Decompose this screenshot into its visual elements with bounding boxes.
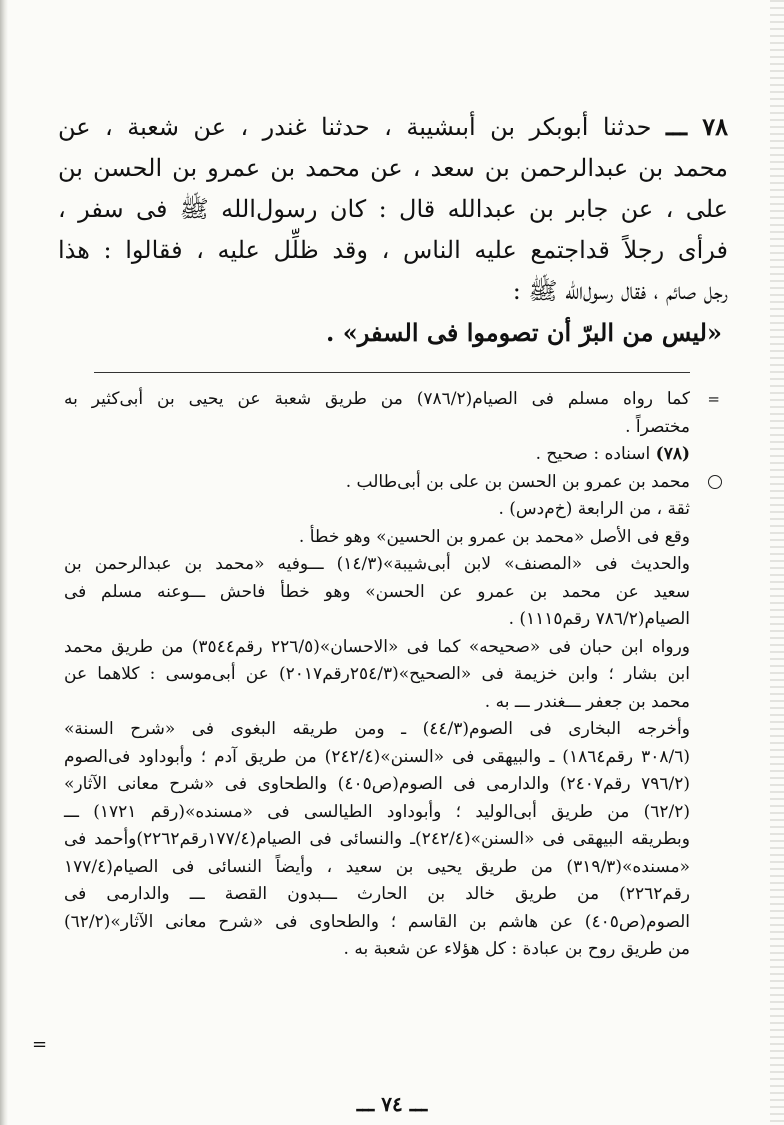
source-line-9: (٧٩٦/٢ رقم٢٤٠٧) والدارمى فى الصوم(ص٤٠٥) والطحاوى فى «شرح معانى الآثار» [64, 774, 690, 794]
hadith-number: ٧٨ ـــ [665, 112, 729, 141]
narrator-text-1: محمد بن عمرو بن الحسن بن على بن أبى‌طالب . [345, 471, 690, 492]
scan-shadow-right [770, 0, 784, 1125]
circle-bullet-icon [708, 475, 722, 489]
narrator-line-2: ثقة ، من الرابعة (خ‌م‌دس) . [498, 499, 690, 519]
narrator-line-1 [64, 469, 690, 497]
source-line-14: الصوم(ص٤٠٥) عن هاشم بن القاسم ؛ والطحاوى فى «شرح معانى الآثار»(٦٢/٢) [64, 911, 690, 932]
source-line-10: (٦٢/٢) من طريق أبى‌الوليد ؛ وأبوداود الطيالسى فى «مسنده»(رقم ١٧٢١) ـــ [64, 801, 690, 822]
page-number: ـــ ٧٤ ـــ [356, 1092, 428, 1116]
hadith-line-4: فرأى رجلاً قداجتمع عليه الناس ، وقد ظلِّل عليه ، فقالوا : هذا [58, 236, 728, 264]
footnote-separator [94, 372, 690, 373]
footnotes [64, 386, 720, 964]
source-line-13: رقم٢٢٦٢) من طريق خالد بن الحارث ـــبدون القصة ـــ والدارمى فى [64, 884, 690, 904]
source-line-7: وأخرجه البخارى فى الصوم(٤٤/٣) ـ ومن طريقه البغوى فى «شرح السنة» [64, 719, 690, 739]
source-line-12: «مسنده»(٣١٩/٣) من طريق يحيى بن سعيد ، وأيضاً النسائى فى الصيام(١٧٧/٤ [64, 856, 690, 877]
grade-text: اسناده : صحيح . [535, 444, 651, 464]
prophetic-saying: «ليس من البرّ أن تصوموا فى السفر» . [326, 318, 722, 347]
hadith-line-5: رجل صائم ، فقال رسول‌الله ﷺ : [512, 277, 728, 305]
source-line-3: الصيام(٧٨٦/٢ رقم١١١٥) . [508, 609, 690, 629]
continuation-line-2: مختصراً . [625, 416, 690, 437]
source-line-8: (٣٠٨/٦ رقم١٨٦٤) ـ والبيهقى فى «السنن»(٢٤٢/٤) من طريق آدم ؛ وأبوداود فى‌الصوم [64, 746, 690, 767]
continuation-marker: = [707, 390, 720, 408]
grade-label: (٧٨) [655, 444, 690, 464]
narrator-line-3: وقع فى الأصل «محمد بن عمرو بن الحسين» وهو خطأ . [298, 526, 690, 547]
source-line-2: سعيد عن محمد بن عمرو عن الحسن» وهو خطأ فاحش ـــوعنه مسلم فى [64, 581, 690, 602]
source-line-6: محمد بن جعفر ـــغندر ـــ به . [484, 691, 690, 712]
hadith-line-3: على ، عن جابر بن عبدالله قال : كان رسول‌الله ﷺ فى سفر ، [58, 195, 728, 223]
source-line-11: وبطريقه البيهقى فى «السنن»(٢٤٢/٤)ـ والنسائى فى الصيام(١٧٧/٤رقم٢٢٦٢)وأحمد فى [64, 829, 690, 849]
hadith-line-2: محمد بن عبدالرحمن بن سعد ، عن محمد بن عمرو بن الحسن بن [58, 154, 728, 182]
source-line-5: ابن بشار ؛ وابن خزيمة فى «الصحيح»(٢٥٤/٣رقم٢٠١٧) عن أبى‌موسى : كلاهما عن [64, 664, 690, 684]
source-line-4: ورواه ابن حبان فى «صحيحه» كما فى «الاحسان»(٢٢٦/٥ رقم٣٥٤٤) من طريق محمد [64, 636, 690, 657]
source-line-1: والحديث فى «المصنف» لابن أبى‌شيبة»(١٤/٣) ـــوفيه «محمد بن عبدالرحمن بن [64, 554, 690, 574]
hadith-text [58, 106, 728, 354]
hadith-line-1 [58, 106, 728, 148]
source-line-15: من طريق روح بن عبادة : كل هؤلاء عن شعبة به . [343, 939, 690, 959]
continuation-text-1: كما رواه مسلم فى الصيام(٧٨٦/٢) من طريق شعبة عن يحيى بن أبى‌كثير به [64, 389, 690, 409]
hadith-line-1-text: حدثنا أبوبكر بن أبىشيبة ، حدثنا غندر ، عن شعبة ، عن [58, 113, 652, 141]
next-page-marker: = [32, 1034, 48, 1055]
scan-shadow-left [0, 0, 8, 1125]
continuation-line-1 [64, 386, 720, 414]
grade-line [64, 441, 690, 469]
